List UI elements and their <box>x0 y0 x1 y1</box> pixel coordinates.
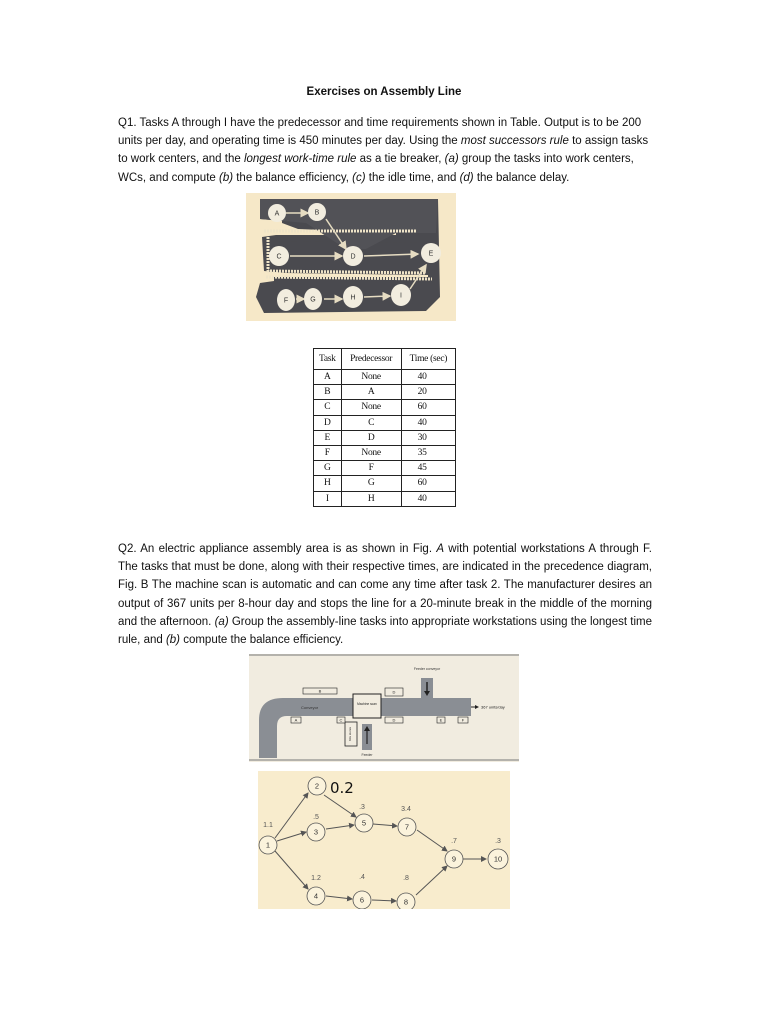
cell-predecessor: None <box>341 400 401 415</box>
node-10 <box>488 849 508 869</box>
svg-text:A: A <box>274 210 280 218</box>
cell-task: C <box>314 400 342 415</box>
svg-text:1: 1 <box>265 840 271 850</box>
cell-time: 35 <box>401 445 455 460</box>
cell-task: G <box>314 461 342 476</box>
node-1 <box>259 836 277 854</box>
cell-time: 60 <box>401 476 455 491</box>
table-row <box>314 461 456 476</box>
question-2: Q2. An electric appliance assembly area is as shown in Fig. A with potential workstations A through F. The tasks that must be done, along with their respective times, are indicated in the precedence diagram, Fig. B The machine scan is automatic and can come any time after task 2. The manufacturer desires an output of 367 units per 8-hour day and stops the line for a 20-minute break in the middle of the morning and the afternoon. (a) Group the assembly-line tasks into appropriate workstations using the longest time rule, and (b) compute the balance efficiency. <box>118 543 652 647</box>
svg-text:4: 4 <box>313 891 319 901</box>
table-row <box>314 476 456 491</box>
feeder-conveyor-label: Feeder conveyor <box>413 667 441 671</box>
svg-text:3: 3 <box>313 827 319 837</box>
machine-scan-label: Machine scan <box>357 702 377 706</box>
table-row <box>314 385 456 400</box>
cell-task: I <box>314 491 342 506</box>
svg-text:C: C <box>276 253 282 261</box>
time-label-9: .7 <box>451 838 457 845</box>
cell-time: 40 <box>401 491 455 506</box>
table-row <box>314 400 456 415</box>
station-c <box>337 717 345 723</box>
node-h <box>343 286 363 308</box>
svg-text:D: D <box>392 717 396 723</box>
node-g <box>304 288 322 310</box>
cell-task: D <box>314 415 342 430</box>
svg-text:7: 7 <box>404 822 410 832</box>
table-row <box>314 370 456 385</box>
station-d-top <box>385 688 403 696</box>
node-9 <box>445 850 463 868</box>
time-label-7: 3.4 <box>401 806 411 813</box>
cell-time: 40 <box>401 370 455 385</box>
precedence-diagram-q1 <box>246 193 456 321</box>
station-b <box>303 688 337 694</box>
cell-predecessor: F <box>341 461 401 476</box>
figure-background <box>258 771 510 909</box>
station-e <box>437 717 445 723</box>
table-row <box>314 415 456 430</box>
svg-text:8: 8 <box>403 897 409 907</box>
node-8 <box>397 893 415 909</box>
node-f <box>277 289 295 311</box>
cell-predecessor: None <box>341 445 401 460</box>
svg-text:E: E <box>439 717 443 723</box>
handwritten-note: 0.2 <box>330 779 354 797</box>
cell-task: B <box>314 385 342 400</box>
node-c <box>269 246 289 266</box>
station-d-bottom <box>385 717 403 723</box>
svg-text:D: D <box>392 689 396 695</box>
machine-scan-box <box>353 694 381 718</box>
task-table <box>313 348 456 507</box>
cell-time: 40 <box>401 415 455 430</box>
page-title: Exercises on Assembly Line <box>306 86 462 98</box>
svg-text:E: E <box>428 250 434 258</box>
cell-time: 60 <box>401 400 455 415</box>
cell-time: 30 <box>401 430 455 445</box>
svg-text:B: B <box>314 209 320 217</box>
cell-task: H <box>314 476 342 491</box>
cell-task: E <box>314 430 342 445</box>
time-label-4: 1.2 <box>311 875 321 882</box>
cell-time: 45 <box>401 461 455 476</box>
time-label-5: .3 <box>359 804 365 811</box>
station-a <box>291 717 301 723</box>
table-header-row <box>314 349 456 370</box>
cell-predecessor: D <box>341 430 401 445</box>
time-label-8: .8 <box>403 875 409 882</box>
svg-text:9: 9 <box>451 854 457 864</box>
svg-text:2: 2 <box>314 781 320 791</box>
output-rate-label: 367 units/day <box>481 704 505 710</box>
time-label-6: .4 <box>359 874 365 881</box>
svg-text:G: G <box>310 296 316 304</box>
svg-text:5: 5 <box>361 818 367 828</box>
svg-text:D: D <box>350 253 356 261</box>
station-f <box>458 717 468 723</box>
cell-task: A <box>314 370 342 385</box>
column-header-time: Time (sec) <box>401 349 455 370</box>
cell-predecessor: H <box>341 491 401 506</box>
feeder-label: Feeder <box>361 753 373 757</box>
precedence-diagram-q2 <box>258 771 510 909</box>
time-label-10: .3 <box>495 838 501 845</box>
table-row <box>314 430 456 445</box>
table-row <box>314 445 456 460</box>
svg-text:10: 10 <box>493 854 503 864</box>
node-2 <box>308 777 326 795</box>
column-header-task: Task <box>314 349 342 370</box>
svg-text:B: B <box>318 688 322 694</box>
node-7 <box>398 818 416 836</box>
node-5 <box>355 814 373 832</box>
arrow-h-i <box>364 296 390 297</box>
node-4 <box>307 887 325 905</box>
node-b <box>308 203 326 221</box>
node-i <box>391 284 411 306</box>
cell-predecessor: A <box>341 385 401 400</box>
node-3 <box>307 823 325 841</box>
cell-time: 20 <box>401 385 455 400</box>
question-1: Q1. Tasks A through I have the predecessor and time requirements shown in Table. Output is to be 200 units per day, and operating time is 450 minutes per day. Using the most successors rule to assign tasks to work centers, and the longest work-time rule as a tie breaker, (a) group the tasks into work centers, WCs, and compute (b) the balance efficiency, (c) the idle time, and (d) the balance delay. <box>118 117 649 184</box>
cell-predecessor: G <box>341 476 401 491</box>
time-label-3: .5 <box>313 814 319 821</box>
svg-text:A: A <box>294 717 298 723</box>
node-6 <box>353 891 371 909</box>
svg-text:F: F <box>283 297 289 305</box>
svg-text:6: 6 <box>359 895 365 905</box>
node-a <box>268 204 286 222</box>
table-row <box>314 491 456 506</box>
svg-text:C: C <box>339 717 343 723</box>
svg-text:H: H <box>350 294 356 302</box>
cell-predecessor: C <box>341 415 401 430</box>
column-header-predecessor: Predecessor <box>341 349 401 370</box>
svg-text:I: I <box>400 292 402 300</box>
svg-text:F: F <box>461 717 465 723</box>
node-e <box>421 243 441 263</box>
node-d <box>343 246 363 266</box>
conveyor-label: Conveyor <box>301 705 319 710</box>
time-label-1: 1.1 <box>263 822 273 829</box>
cell-task: F <box>314 445 342 460</box>
cell-predecessor: None <box>341 370 401 385</box>
assembly-area-layout-figure <box>249 654 519 762</box>
kits-stores-label: Kits stores <box>348 726 352 742</box>
